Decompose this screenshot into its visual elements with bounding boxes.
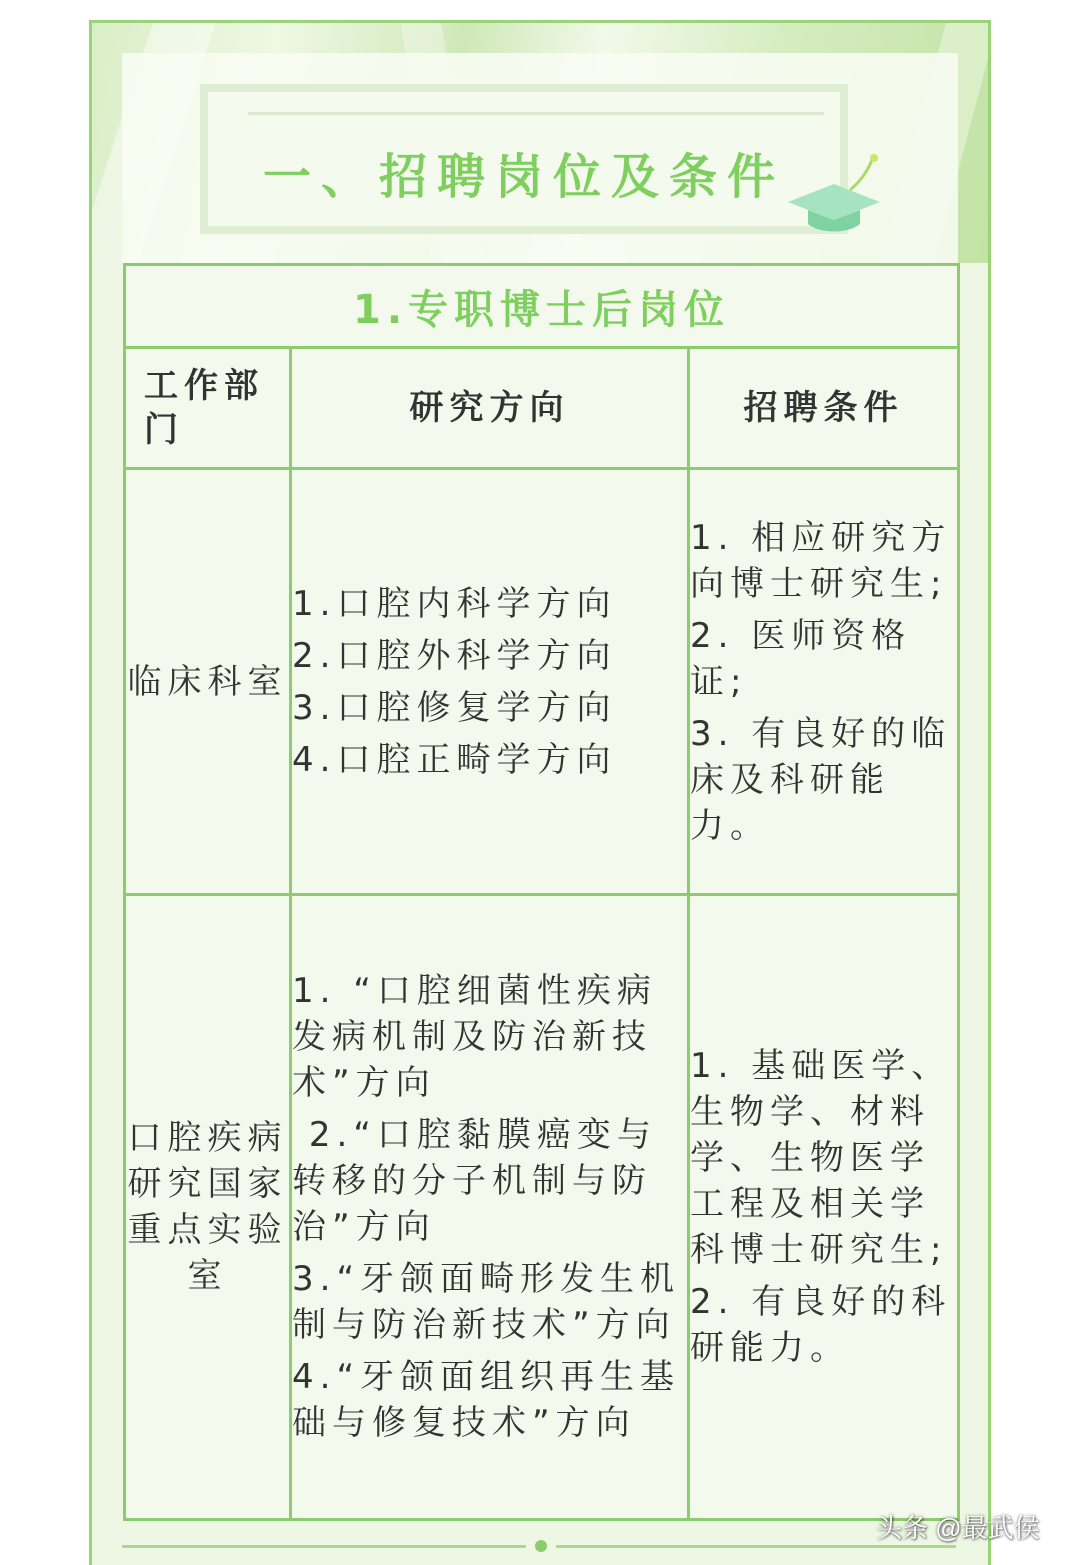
table-title: 1.专职博士后岗位 <box>125 265 959 348</box>
requirements-cell <box>689 895 959 1520</box>
dept-cell <box>125 895 291 1520</box>
requirement-item: 1. 相应研究方向博士研究生; <box>690 517 952 604</box>
requirement-item: 3. 有良好的临床及科研能力。 <box>690 713 952 846</box>
requirement-item: 1. 基础医学、生物学、材料学、生物医学工程及相关学科博士研究生; <box>690 1046 952 1270</box>
direction-item: 3.“牙颌面畸形发生机制与防治新技术”方向 <box>292 1259 681 1345</box>
requirement-item: 2. 有良好的科研能力。 <box>690 1282 952 1368</box>
bottom-divider-left <box>122 1545 526 1548</box>
direction-item: 3.口腔修复学方向 <box>292 687 617 728</box>
direction-cell <box>291 895 689 1520</box>
graduation-cap-icon <box>784 150 884 240</box>
dept-cell <box>125 469 291 895</box>
direction-item: 1.口腔内科学方向 <box>292 583 617 624</box>
dept-name: 口腔疾病研究国家重点实验室 <box>127 1118 288 1296</box>
title-divider <box>248 112 824 115</box>
section-title: 一、招聘岗位及条件 <box>262 149 785 205</box>
watermark: 头条 @最武侯 <box>876 1513 1040 1543</box>
bottom-dot <box>535 1540 547 1552</box>
direction-item: 4.口腔正畸学方向 <box>292 739 617 780</box>
dept-name: 临床科室 <box>127 661 288 702</box>
column-header-direction: 研究方向 <box>291 348 689 469</box>
table-row <box>125 895 959 1520</box>
bottom-divider-right <box>556 1545 956 1548</box>
column-header-dept: 工作部门 <box>125 348 291 469</box>
requirement-item: 2. 医师资格证; <box>690 615 912 702</box>
direction-item: 2.“口腔黏膜癌变与转移的分子机制与防治”方向 <box>292 1115 657 1247</box>
direction-item: 1. “口腔细菌性疾病发病机制及防治新技术”方向 <box>292 971 657 1103</box>
direction-item: 4.“牙颌面组织再生基础与修复技术”方向 <box>292 1357 681 1443</box>
column-header-requirements: 招聘条件 <box>689 348 959 469</box>
table-row <box>125 469 959 895</box>
requirements-cell <box>689 469 959 895</box>
direction-cell <box>291 469 689 895</box>
positions-table <box>123 263 960 1521</box>
direction-item: 2.口腔外科学方向 <box>292 635 617 676</box>
